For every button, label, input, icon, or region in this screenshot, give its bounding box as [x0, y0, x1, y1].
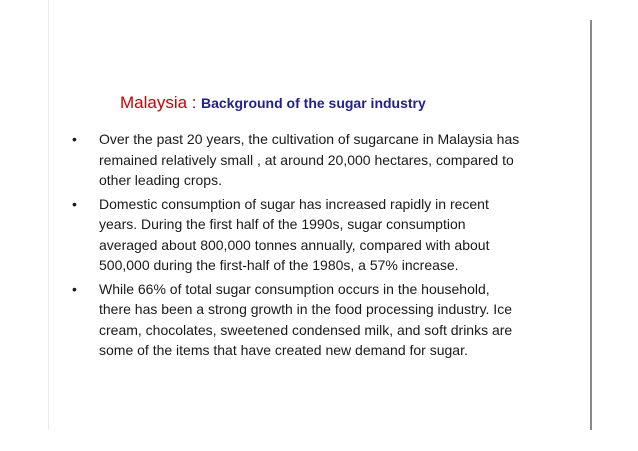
slide-right-edge [590, 20, 592, 430]
bullet-text-line: other leading crops. [99, 172, 222, 188]
bullet-icon: • [72, 195, 77, 212]
slide-title-sub: Background of the sugar industry [200, 95, 426, 111]
slide-title [120, 92, 426, 115]
slide-title-main: Malaysia : [120, 93, 197, 112]
bullet-text-line: remained relatively small , at around 20,000 hectares, compared to [99, 151, 514, 168]
bullet-text-line: cream, chocolates, sweetened condensed milk, and soft drinks are [99, 321, 513, 338]
bullet-list [72, 129, 572, 364]
bullet-text-line: years. During the first half of the 1990s, sugar consumption [99, 216, 466, 232]
bullet-item [72, 279, 572, 361]
bullet-text-line: some of the items that have created new demand for sugar. [99, 342, 468, 358]
bullet-item [72, 194, 572, 276]
bullet-text-line: Domestic consumption of sugar has increased rapidly in recent [99, 195, 489, 212]
bullet-text-line: 500,000 during the first-half of the 1980s, a 57% increase. [99, 257, 459, 273]
bullet-text-line: Over the past 20 years, the cultivation of sugarcane in Malaysia has [99, 131, 520, 147]
bullet-text-line: While 66% of total sugar consumption occurs in the household, [99, 280, 490, 297]
bullet-text-line: averaged about 800,000 tonnes annually, compared with about [99, 236, 490, 253]
bullet-icon: • [72, 280, 77, 297]
bullet-icon: • [72, 131, 77, 147]
bullet-item [72, 129, 572, 191]
bullet-text-line: there has been a strong growth in the food processing industry. Ice [99, 301, 512, 317]
slide-left-edge [48, 0, 49, 430]
